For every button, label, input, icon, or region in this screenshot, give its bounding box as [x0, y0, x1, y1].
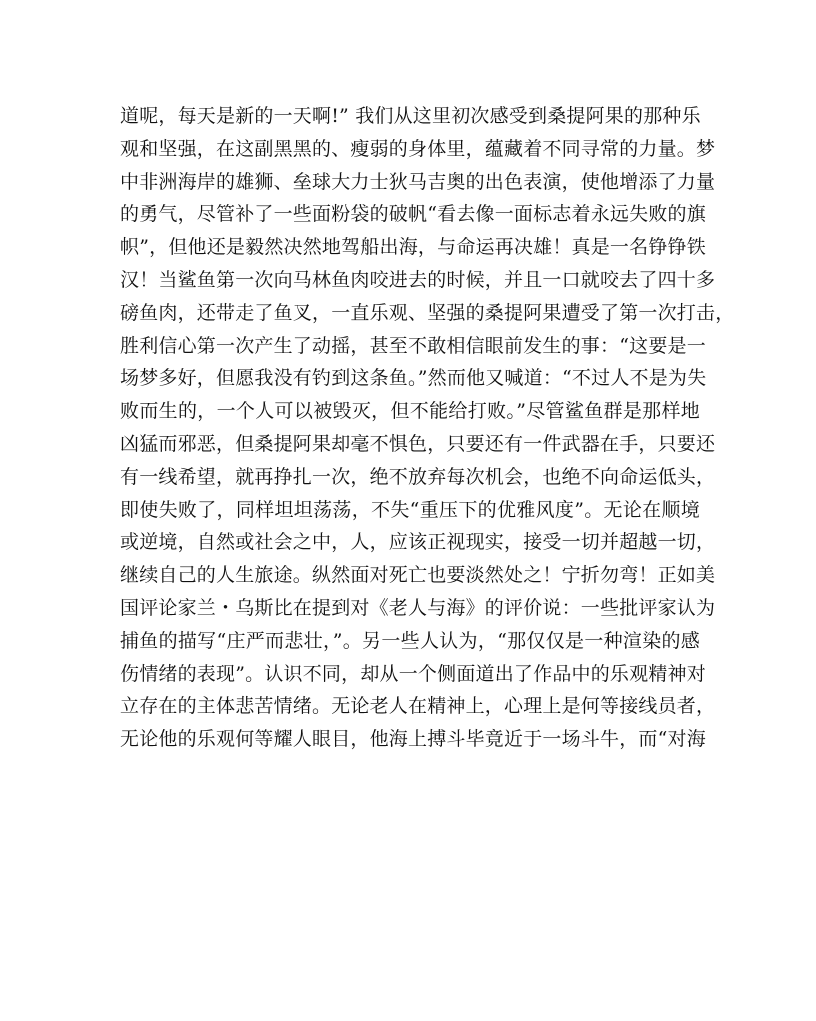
text-line: 道呢，每天是新的一天啊!” 我们从这里初次感受到桑提阿果的那种乐 [120, 105, 701, 127]
text-line: 即使失败了，同样坦坦荡荡，不失“重压下的优雅风度”。无论在顺境 [120, 498, 700, 521]
text-line: 汉！当鲨鱼第一次向马林鱼肉咬进去的时候，并且一口就咬去了四十多 [120, 268, 716, 291]
text-line: 败而生的，一个人可以被毁灭，但不能给打败。”尽管鲨鱼群是那样地 [120, 400, 700, 423]
text-line: 伤情绪的表现”。认识不同，却从一个侧面道出了作品中的乐观精神对 [120, 662, 706, 685]
text-line: 场梦多好，但愿我没有钓到这条鱼。”然而他又喊道：“不过人不是为失 [120, 367, 707, 390]
text-line: 无论他的乐观何等耀人眼目，他海上搏斗毕竟近于一场斗牛，而“对海 [120, 728, 706, 751]
text-line: 胜利信心第一次产生了动摇，甚至不敢相信眼前发生的事：“这要是一 [120, 334, 706, 357]
text-line: 的勇气，尽管补了一些面粉袋的破帆“看去像一面标志着永远失败的旗 [120, 203, 706, 226]
text-line: 有一线希望，就再挣扎一次，绝不放弃每次机会，也绝不向命运低头， [120, 465, 716, 488]
text-line: 捕鱼的描写“庄严而悲壮，”。另一些人认为，“那仅仅是一种渲染的感 [120, 629, 700, 652]
text-line: 或逆境，自然或社会之中，人，应该正视现实，接受一切并超越一切， [120, 531, 716, 554]
body-paragraph [120, 100, 735, 756]
text-line: 观和坚强，在这副黑黑的、瘦弱的身体里，蕴藏着不同寻常的力量。梦 [120, 137, 716, 160]
text-line: 国评论家兰・乌斯比在提到对《老人与海》的评价说：一些批评家认为 [120, 596, 716, 619]
text-line: 继续自己的人生旅途。纵然面对死亡也要淡然处之！宁折勿弯！正如美 [120, 564, 716, 587]
text-line: 中非洲海岸的雄狮、垒球大力士狄马吉奥的出色表演，使他增添了力量 [120, 170, 716, 193]
text-line: 帜”，但他还是毅然决然地驾船出海，与命运再决雄！真是一名铮铮铁 [120, 236, 706, 259]
text-line: 立存在的主体悲苦情绪。无论老人在精神上，心理上是何等接线员者， [120, 695, 716, 718]
text-line: 凶猛而邪恶，但桑提阿果却毫不惧色，只要还有一件武器在手，只要还 [120, 432, 716, 455]
text-line: 磅鱼肉，还带走了鱼叉，一直乐观、坚强的桑提阿果遭受了第一次打击， [120, 301, 735, 324]
